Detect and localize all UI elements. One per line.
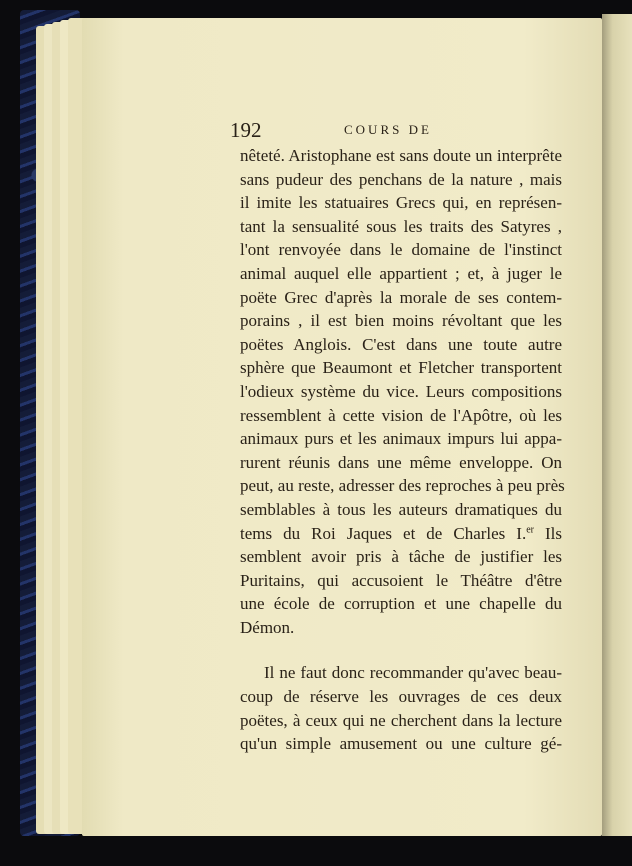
- text-line: Démon.: [240, 617, 295, 637]
- text-line: qu'un simple amusement ou une culture gé-: [240, 734, 562, 754]
- text-line: une école de corruption et une chapelle du: [240, 594, 562, 614]
- text-line: animal auquel elle appartient ; et, à juger le: [240, 263, 562, 283]
- text-line: Il ne faut donc recommander qu'avec beau-: [264, 663, 562, 683]
- text-line: sans pudeur des penchans de la nature , mais: [240, 169, 562, 189]
- text-line: Puritains, qui accusoient le Théâtre d'être: [240, 570, 562, 590]
- text-line: il imite les statuaires Grecs qui, en représen-: [240, 193, 562, 213]
- text-line: semblent avoir pris à tâche de justifier les: [240, 547, 562, 567]
- text-line: tant la sensualité sous les traits des Satyres ,: [240, 216, 562, 236]
- running-head: [230, 118, 550, 142]
- text-line: nêteté. Aristophane est sans doute un interprête: [240, 146, 562, 165]
- text-line: porains , il est bien moins révoltant que les: [240, 311, 562, 331]
- text-line-tail: Ils: [533, 523, 562, 543]
- text-line: poëtes Anglois. C'est dans une toute autre: [240, 334, 562, 354]
- text-line: rurent réunis dans une même enveloppe. On: [240, 452, 562, 472]
- text-line: sphère que Beaumont et Fletcher transportent: [240, 358, 562, 378]
- text-line: ressemblent à cette vision de l'Apôtre, où les: [240, 405, 562, 425]
- text-line: poëte Grec d'après la morale de ses contem-: [240, 287, 562, 307]
- page-number: 192: [230, 118, 262, 142]
- text-line-main: tems du Roi Jaques et de Charles I.: [240, 523, 527, 543]
- text-line: peut, au reste, adresser des reproches à peu près: [240, 476, 565, 496]
- text-line: l'ont renvoyée dans le domaine de l'instinct: [240, 240, 562, 260]
- body-text: [240, 144, 565, 756]
- text-line: coup de réserve les ouvrages de ces deux: [240, 687, 562, 707]
- text-line: semblables à tous les auteurs dramatiques du: [240, 499, 562, 519]
- facing-page-edge: [602, 14, 632, 836]
- text-line: animaux purs et les animaux impurs lui appa-: [240, 429, 562, 449]
- text-line: l'odieux système du vice. Leurs compositions: [240, 381, 562, 401]
- text-line: poëtes, à ceux qui ne cherchent dans la lecture: [240, 710, 562, 730]
- paragraph-gap: [240, 639, 562, 661]
- superscript: er: [526, 523, 534, 535]
- running-title: COURS DE: [344, 122, 432, 137]
- text-line: [240, 522, 562, 546]
